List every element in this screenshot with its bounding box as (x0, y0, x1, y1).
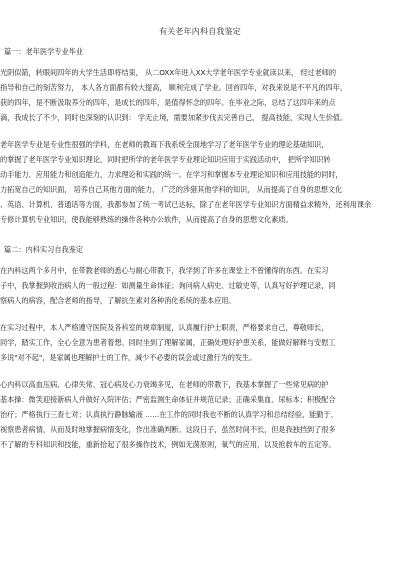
document-title: 有关老年内科自我鉴定 (159, 27, 241, 36)
text-line: 动手能力、应用能力和创造能力，力求理论和实践的统一。在学习和掌握本专业理论知识和应用技能的同时， (0, 170, 343, 179)
paragraph (0, 65, 400, 125)
paragraph (0, 320, 400, 365)
section-heading: 篇一：老年医学专业毕业 (4, 47, 84, 56)
text-line: 同学，踏实工作，全心全意为患者着想。同时坐到了理解家属，正确处理好护患关系，能做好解释与安慰工 (0, 338, 336, 347)
text-line: 光阴似箭，转眼间四年的大学生活即将结束， 从二OXX年进入XX大学老年医学专业就读以来， 经过老师的 (0, 68, 337, 77)
paragraph (0, 137, 400, 227)
text-line: 获的四年，是不断汲取养分的四年，是成长的四年，是值得怀念的四年。在毕业之际，总结了这四年来的点 (0, 98, 336, 107)
text-line: 指导和自己的刻苦努力， 本人各方面都有较大提高， 顺利完成了学业。回首四年，对我来说是不平凡的四年， (0, 83, 348, 92)
section-heading: 篇二：内科实习自我鉴定 (4, 245, 84, 254)
text-line: 子中，我掌握到收治病人的一般过程：如测量生命体征；询问病人病史、过敏史等，认真写好护理记录，同 (0, 281, 336, 290)
text-line: 老年医学专业是专业性很强的学科，在老师的教诲下我系统全面地学习了老年医学专业的理论基础知识， (0, 140, 329, 149)
paragraph (0, 263, 400, 308)
text-line: 在内科这两个多月中，在带教老师的悉心与耐心带教下，我学到了许多在课堂上不曾懂得的东西。在实习 (0, 266, 329, 275)
text-line: 治疗；严格执行三查七对；认真执行静脉输液 ……在工作的同时我也不断的认真学习和总结经验，能勤于、 (0, 410, 338, 419)
text-line: 多说"对不起"，是家属也理解护士的工作，减少不必要的误会或过激行为的发生。 (0, 353, 257, 362)
document-body (0, 47, 400, 452)
text-line: 不了解的专科知识和技能，重新拾起了很多操作技术，例如无菌原则，氧气的应用，以及抢救车的五定等。 (0, 440, 336, 449)
text-line: 的掌握了老年医学专业知识理论，同时把所学的老年医学专业理论知识应用于实践活动中， 把所学知识转 (0, 155, 331, 164)
text-line: 、英语、计算机、普通话等方面，我都参加了统一考试已达标，除了在老年医学专业知识方面精益求精外，还利用课余 (0, 200, 372, 209)
text-line: 视察患者病情，从而及时地掌握病情变化，作出准确判断。这段日子，虽然时间不长，但是我独挡到了很多 (0, 425, 336, 434)
text-line: 在实习过程中，本人严格遵守医院及各科室的规章制度，认真履行护士职责，严格要求自己，尊敬师长， (0, 323, 329, 332)
paragraph (0, 377, 400, 452)
text-line: 基本操：微笑迎接新病人并做好入院评估；严密监测生命体征并规范记录；正确采集血、尿标本；积极配合 (0, 395, 336, 404)
text-line: 力拓宽自己的知识面， 培养自己其他方面的能力， 广泛的涉猎其他学科的知识， 从而提高了自身的思想文化 (0, 185, 343, 194)
text-line: 心内科以高血压病、心律失常、冠心病及心力衰竭多见，在老师的带教下，我基本掌握了一些常见病的护 (0, 380, 329, 389)
text-line: 察病人的病容，配合老师的指导，了解抗生素对各种消化系统的基本应用。 (0, 296, 236, 305)
text-line: 滴，我成长了不少，同时也深刻的认识到： 学无止境，需要加紧步伐去完善自己， 提高技能，实现人生价值。 (0, 113, 348, 122)
text-line: 专修计算机专业知识，使我能够熟练的操作各种办公软件，从而提高了自身的思想文化素质。 (0, 215, 293, 224)
